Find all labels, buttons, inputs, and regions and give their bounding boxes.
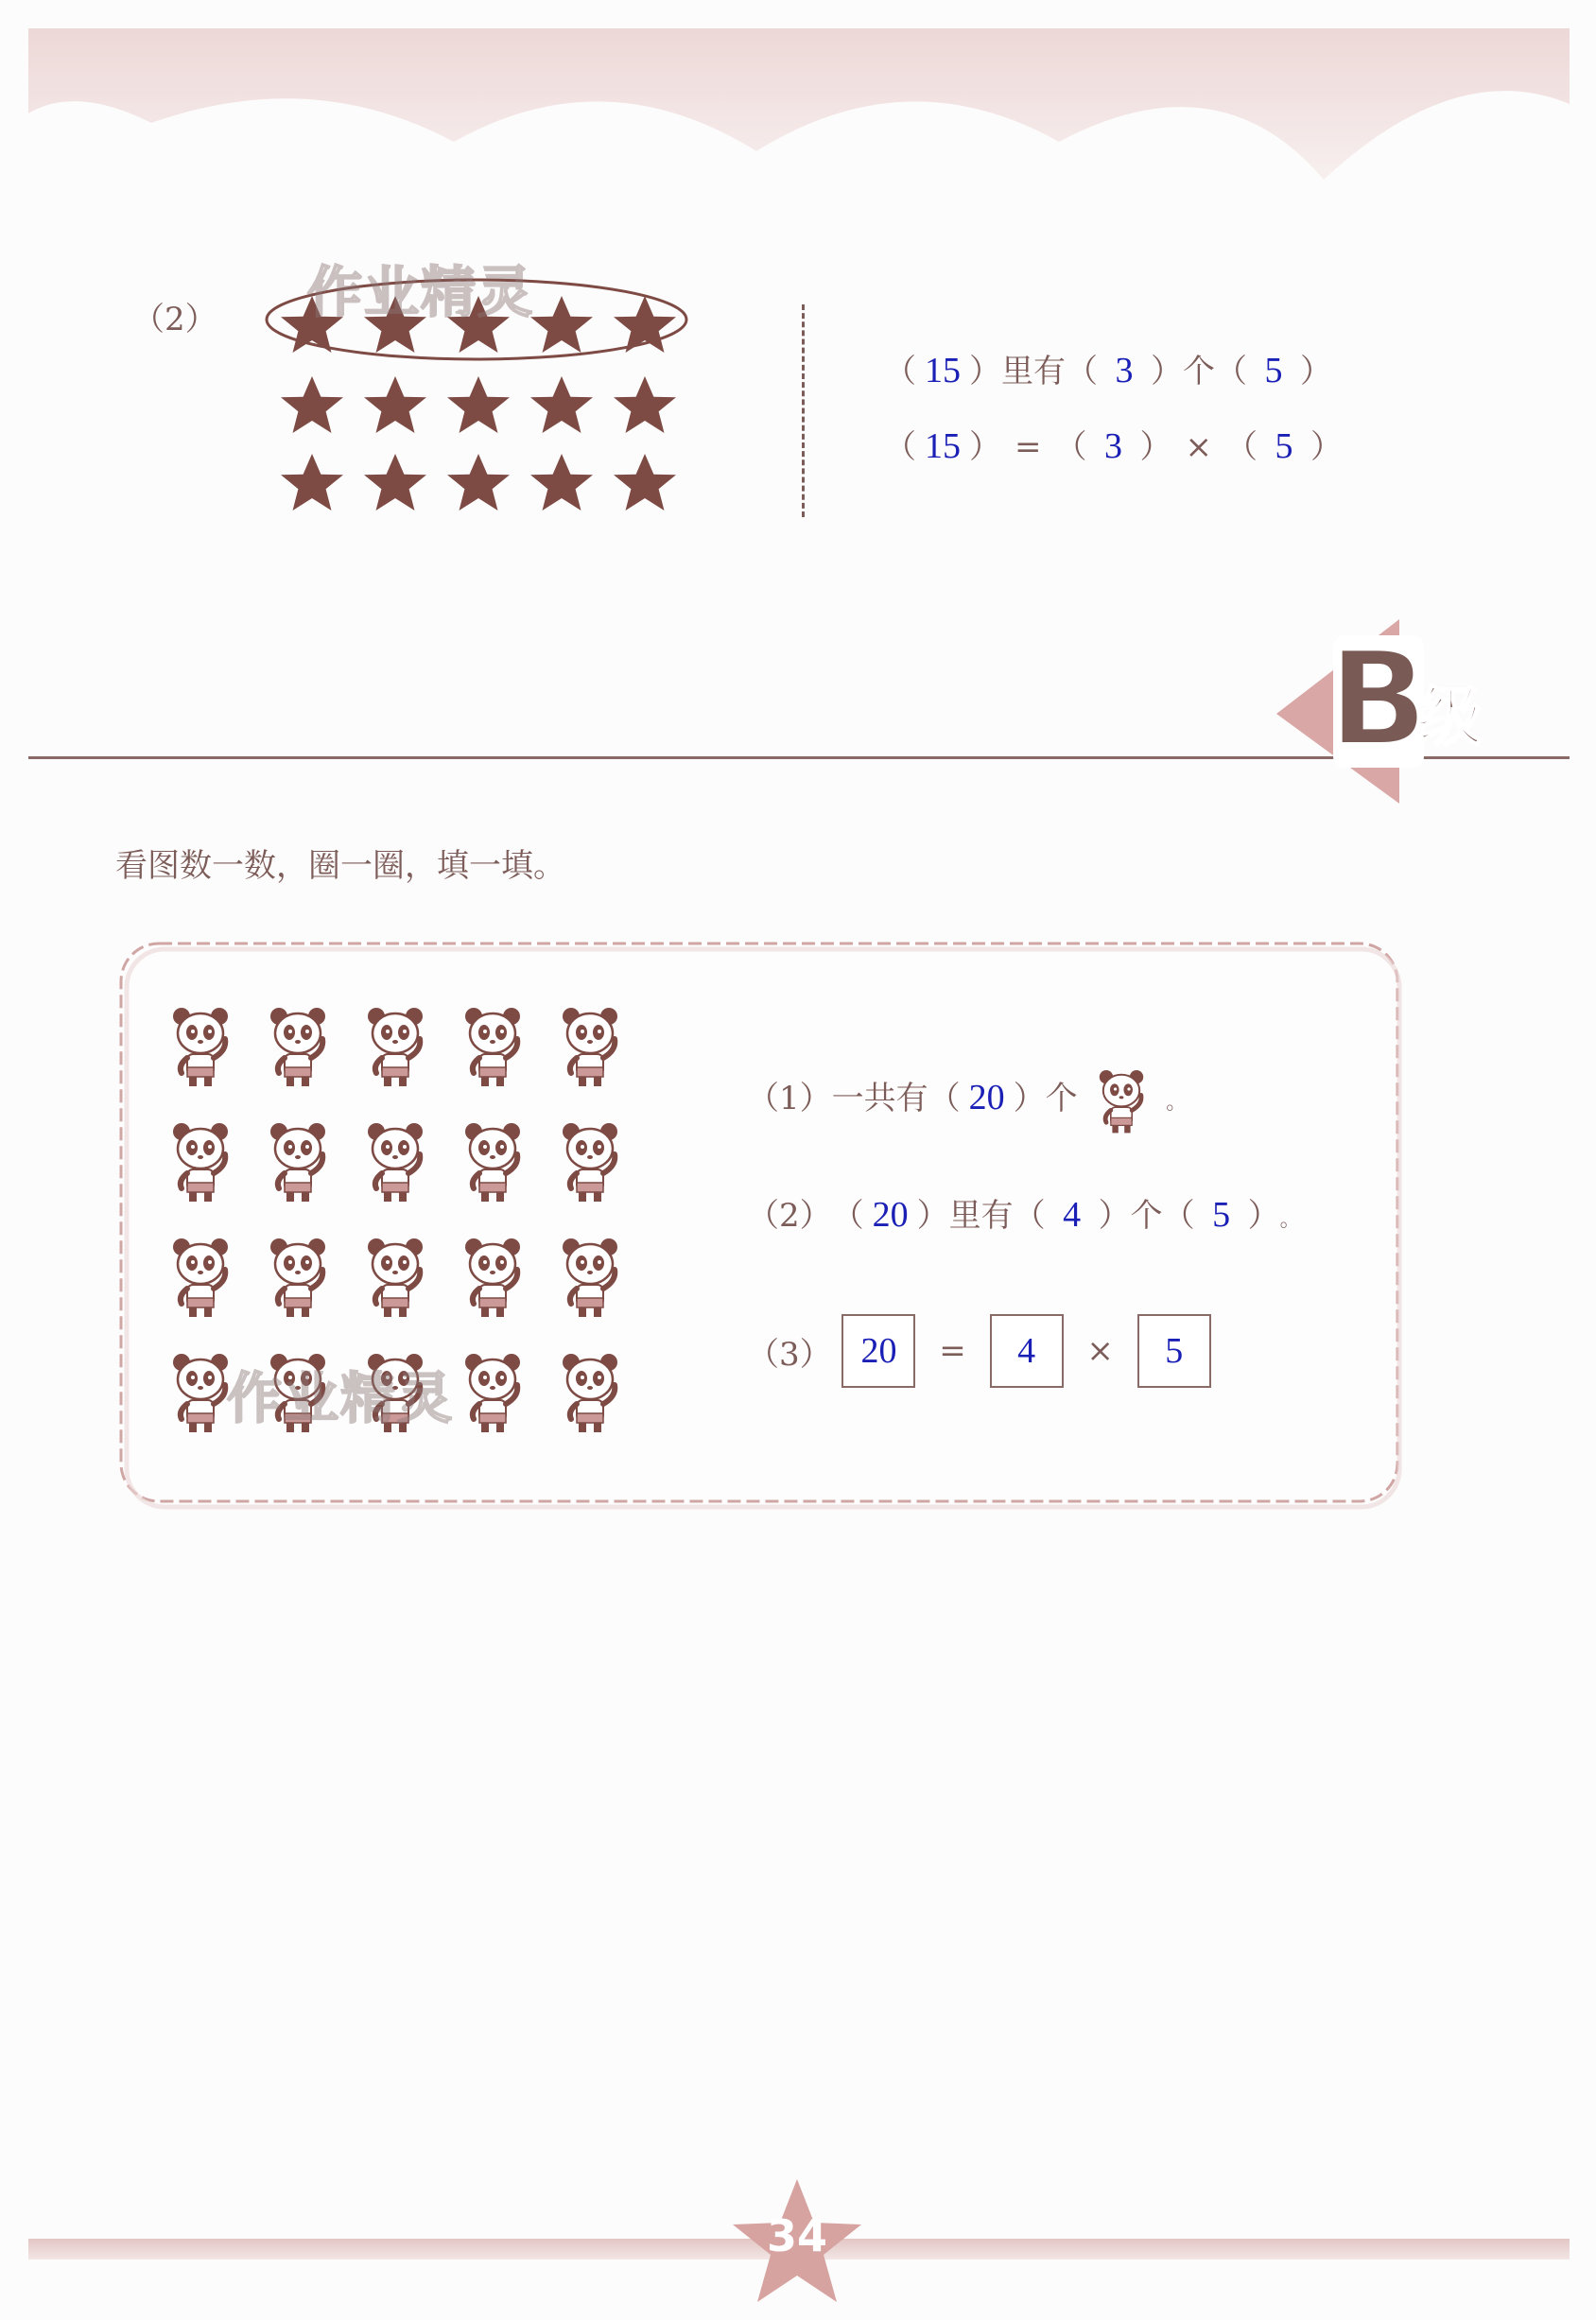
level-word: 级 <box>1418 681 1483 755</box>
panda-icon <box>368 1238 423 1317</box>
star-row-3 <box>281 454 676 511</box>
star-icon <box>530 296 593 353</box>
panda-icon <box>465 1238 520 1317</box>
star-icon <box>281 376 343 433</box>
answer-line-2: （ 15 ） = （ 3 ） × （ 5 ） <box>884 426 1343 466</box>
top-wave-border <box>0 0 1596 208</box>
panda-icon <box>465 1354 520 1432</box>
star-icon <box>614 454 676 511</box>
page-number: 34 <box>766 2210 827 2261</box>
panda-icon <box>270 1238 325 1317</box>
panda-row-2 <box>173 1123 617 1202</box>
answer-box: 5 <box>1137 1314 1211 1388</box>
panda-icon <box>173 1123 228 1202</box>
panda-row-3 <box>173 1238 617 1317</box>
panda-icon <box>270 1123 325 1202</box>
star-icon <box>447 454 510 511</box>
panda-icon <box>1093 1066 1150 1134</box>
star-icon <box>281 454 343 511</box>
star-icon <box>447 376 510 433</box>
panda-row-1 <box>173 1008 617 1086</box>
star-icon <box>364 454 426 511</box>
question-label: （2） <box>132 301 217 338</box>
panda-icon <box>270 1008 325 1086</box>
panda-icon <box>563 1238 617 1317</box>
answer-line-1: （ 15 ）里有（ 3 ）个（ 5 ） <box>884 351 1332 390</box>
panda-icon <box>368 1123 423 1202</box>
answer-box: 4 <box>990 1314 1064 1388</box>
star-row-2 <box>281 376 676 433</box>
answer-box: 20 <box>841 1314 915 1388</box>
question-2: （2）（ 20 ）里有（ 4 ）个（ 5 ）。 <box>747 1195 1301 1235</box>
level-letter: B <box>1328 623 1429 775</box>
panda-icon <box>465 1123 520 1202</box>
star-icon <box>614 376 676 433</box>
star-icon <box>530 376 593 433</box>
watermark: 作业精灵 <box>227 1366 455 1430</box>
panda-icon <box>173 1238 228 1317</box>
question-3: （3） 20 = 4 × 5 <box>747 1314 1211 1388</box>
dashed-divider <box>802 304 805 517</box>
question-1: （1）一共有（ 20 ）个 。 <box>747 1066 1187 1134</box>
panda-icon <box>173 1008 228 1086</box>
panda-icon <box>563 1008 617 1086</box>
panda-icon <box>368 1008 423 1086</box>
panda-icon <box>563 1123 617 1202</box>
watermark: 作业精灵 <box>307 260 535 324</box>
instruction-text: 看图数一数，圈一圈，填一填。 <box>115 847 565 885</box>
star-icon <box>364 376 426 433</box>
star-icon <box>530 454 593 511</box>
panda-icon <box>563 1354 617 1432</box>
panda-icon <box>465 1008 520 1086</box>
panda-icon <box>173 1354 228 1432</box>
